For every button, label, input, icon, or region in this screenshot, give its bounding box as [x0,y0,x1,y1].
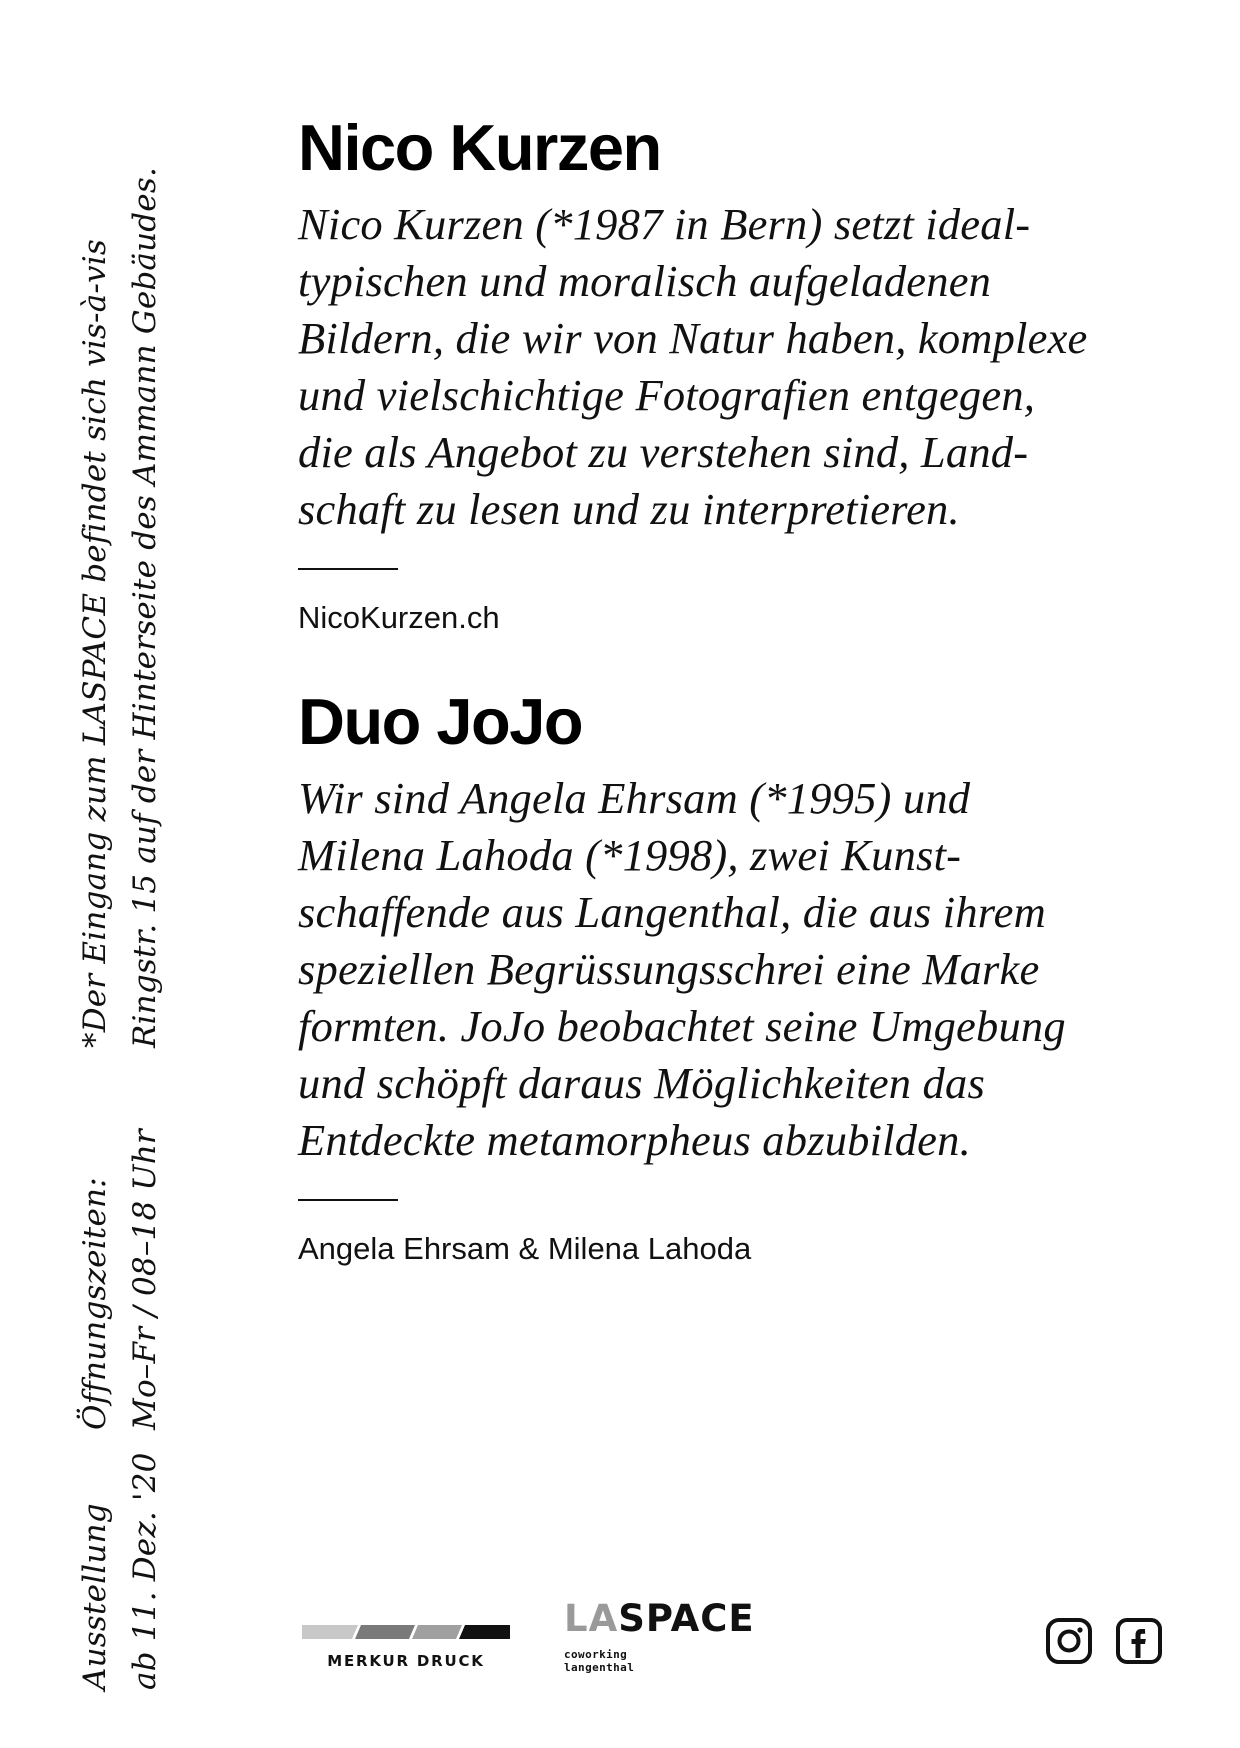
artist-section-nico-kurzen [298,108,1178,638]
instagram-icon[interactable] [1044,1616,1094,1666]
divider [298,1199,398,1201]
merkur-druck-logo [302,1622,510,1682]
artist-section-duo-jojo [298,682,1178,1269]
entrance-note-line1: *Der Eingang zum LASPACE befindet sich vis-à-vis [77,239,113,1048]
exhibition-label: Ausstellung [77,1503,113,1690]
main-content [298,108,1178,1269]
opening-hours-value: Mo–Fr / 08–18 Uhr [127,1129,163,1430]
facebook-icon[interactable] [1114,1616,1164,1666]
bio-line: schaft zu lesen und zu interpretieren. [298,484,960,534]
bio-line: Bildern, die wir von Natur haben, komplexe [298,313,1088,363]
bio-line: typischen und moralisch aufgeladenen [298,256,992,306]
entrance-note-line2: Ringstr. 15 auf der Hinterseite des Ammann Gebäudes. [127,166,163,1048]
artist-name: Duo JoJo [298,685,583,758]
laspace-wordmark [564,1598,764,1640]
exhibition-date: ab 11. Dez. '20 [127,1452,163,1690]
bio-line: Wir sind Angela Ehrsam (*1995) und [298,773,971,823]
laspace-tagline-line1: coworking [564,1648,628,1661]
merkur-druck-logo-mark [302,1622,510,1642]
laspace-tagline [564,1648,764,1674]
laspace-la: LA [564,1597,619,1640]
artist-name: Nico Kurzen [298,111,661,184]
laspace-space: SPACE [618,1597,755,1640]
bio-line: die als Angebot zu verstehen sind, Land- [298,427,1029,477]
opening-hours-label: Öffnungszeiten: [77,1177,113,1430]
artist-credit: Angela Ehrsam & Milena Lahoda [298,1231,752,1266]
bio-line: Nico Kurzen (*1987 in Bern) setzt ideal- [298,199,1031,249]
artist-bio [298,770,1178,1169]
laspace-logo [564,1598,764,1688]
artist-bio [298,196,1178,538]
bio-line: und vielschichtige Fotografien entgegen, [298,370,1036,420]
merkur-druck-name: MERKUR DRUCK [327,1652,485,1670]
artist-website-link[interactable]: NicoKurzen.ch [298,600,500,635]
bio-line: Entdeckte metamorpheus abzubilden. [298,1115,971,1165]
bio-line: speziellen Begrüssungsschrei eine Marke [298,944,1040,994]
bio-line: schaffende aus Langenthal, die aus ihrem [298,887,1046,937]
laspace-tagline-line2: langenthal [564,1661,635,1674]
divider [298,568,398,570]
bio-line: formten. JoJo beobachtet seine Umgebung [298,1001,1066,1051]
bio-line: und schöpft daraus Möglichkeiten das [298,1058,985,1108]
bio-line: Milena Lahoda (*1998), zwei Kunst- [298,830,962,880]
